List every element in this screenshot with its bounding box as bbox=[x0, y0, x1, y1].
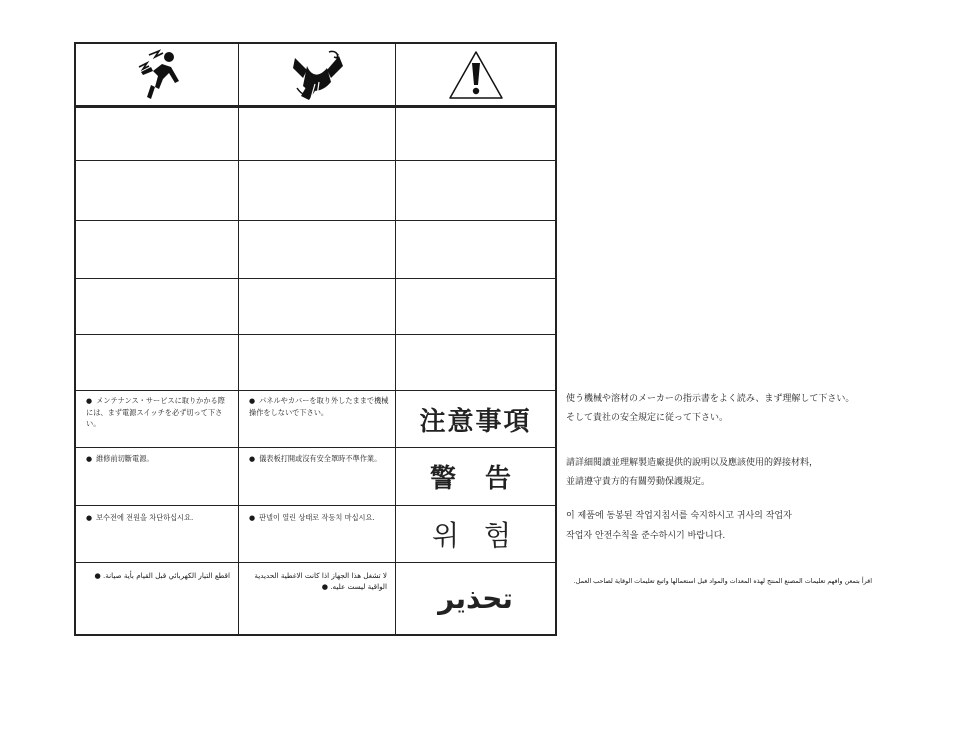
korean-instruction-line: 이 제품에 동봉된 작업지침서를 숙지하시고 귀사의 작업자 bbox=[566, 511, 792, 521]
japanese-instruction-line: そして貴社の安全規定に従って下さい。 bbox=[566, 413, 729, 423]
chinese-instruction-line: 並請遵守貴方的有關勞動保護規定。 bbox=[566, 477, 711, 487]
chinese-warning-disconnect: ● 維修前切斷電源。 bbox=[76, 449, 238, 467]
japanese-instruction bbox=[566, 390, 854, 428]
row-divider bbox=[76, 334, 555, 335]
chinese-warning-label: 警 告 bbox=[429, 464, 522, 494]
chinese-warning-panels: ● 儀表板打開或沒有安全罩時不準作業。 bbox=[239, 449, 395, 467]
hand-in-moving-parts-icon bbox=[239, 44, 395, 106]
korean-warning-disconnect: ● 보수전에 전원을 차단하십시요. bbox=[76, 508, 238, 526]
arabic-warning-panels: لا تشغل هذا الجهاز اذا كانت الاغطية الحديدية الواقية ليست عليه. ● bbox=[254, 571, 387, 591]
electric-shock-icon bbox=[76, 44, 238, 106]
chinese-instruction bbox=[566, 454, 818, 492]
row-divider bbox=[76, 220, 555, 221]
row-divider bbox=[76, 160, 555, 161]
korean-warning-label: 위 험 bbox=[432, 519, 519, 552]
safety-warning-table bbox=[74, 42, 557, 636]
warning-triangle-icon bbox=[396, 44, 555, 106]
korean-warning-panels: ● 판넬이 열린 상태로 작동치 마십시요. bbox=[239, 508, 395, 526]
arabic-warning-label: تحذير bbox=[438, 582, 513, 615]
japanese-warning-panels: ● パネルやカバーを取り外したままで機械操作をしないで下さい。 bbox=[239, 391, 395, 420]
column-divider bbox=[238, 44, 239, 634]
korean-instruction bbox=[566, 506, 792, 546]
korean-instruction-line: 작업자 안전수칙을 준수하시기 바랍니다. bbox=[566, 531, 726, 541]
row-divider bbox=[76, 278, 555, 279]
chinese-instruction-line: 請詳細閱讀並理解製造廠提供的說明以及應該使用的銲接材料， bbox=[566, 458, 819, 468]
arabic-instruction: اقرأ بتمعن وافهم تعليمات المصنع المنتج لهذه المعدات والمواد قبل استعمالها واتبع تعليمات الوقاية لصاحب العمل. bbox=[573, 577, 872, 585]
japanese-warning-label: 注意事項 bbox=[419, 406, 532, 437]
japanese-warning-disconnect: ● メンテナンス・サービスに取りかかる際には、まず電源スイッチを必ず切って下さい。 bbox=[76, 391, 238, 431]
arabic-warning-disconnect: اقطع التيار الكهربائي قبل القيام بأية صيانة. ● bbox=[94, 571, 230, 580]
japanese-instruction-line: 使う機械や溶材のメーカーの指示書をよく読み、まず理解して下さい。 bbox=[566, 394, 855, 404]
